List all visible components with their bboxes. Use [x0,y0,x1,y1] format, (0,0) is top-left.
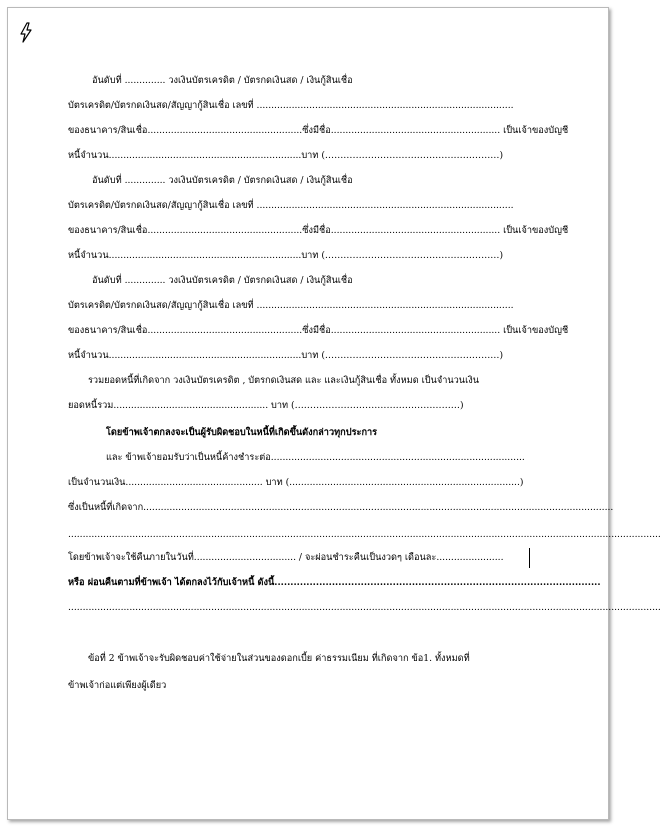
clause-2-continuation: ข้าพเจ้าก่อแต่เพียงผู้เดียว [68,680,167,691]
entry-1-bank-line: ของธนาคาร/สินเชื่อ.....................................................ซึ่งมีชื่อ.......................................................... เป็นเจ้าของบัญชี [68,125,569,136]
pointer-cursor-icon [18,22,34,44]
agreement-line: โดยข้าพเจ้าตกลงจะเป็นผู้รับผิดชอบในหนี้ที่เกิดขึ้นดังกล่าวทุกประการ [106,427,378,438]
debt-amount-line: เป็นจำนวนเงิน............................................... บาท (...............................................................................) [68,477,524,488]
entry-2-contract-line: บัตรเครดิต/บัตรกดเงินสด/สัญญากู้สินเชื่อ เลขที่ ........................................................................................ [68,200,514,211]
text-caret [529,548,530,568]
entry-1-amount-line: หนี้จำนวน..................................................................บาท (…………………………………………………) [68,150,504,161]
entry-3-order-line: อันดับที่ .............. วงเงินบัตรเครดิต / บัตรกดเงินสด / เงินกู้สินเชื่อ [92,275,353,286]
entry-3-amount-line: หนี้จำนวน..................................................................บาท (…………………………………………………) [68,350,504,361]
blank-line-1: ........................................................................................................................................................................................................... [68,529,661,540]
total-amount-line: ยอดหนี้รวม..................................................... บาท (………………………………………………) [68,400,464,411]
entry-2-order-line: อันดับที่ .............. วงเงินบัตรเครดิต / บัตรกดเงินสด / เงินกู้สินเชื่อ [92,175,353,186]
entry-2-amount-line: หนี้จำนวน..................................................................บาท (…………………………………………………) [68,250,504,261]
entry-3-contract-line: บัตรเครดิต/บัตรกดเงินสด/สัญญากู้สินเชื่อ เลขที่ ........................................................................................ [68,300,514,311]
entry-1-contract-line: บัตรเครดิต/บัตรกดเงินสด/สัญญากู้สินเชื่อ เลขที่ ........................................................................................ [68,100,514,111]
total-summary-line: รวมยอดหนี้ที่เกิดจาก วงเงินบัตรเครดิต , บัตรกดเงินสด และ และเงินกู้สินเชื่อ ทั้งหมด เป็นจำนวนเงิน [88,375,479,386]
repayment-line: โดยข้าพเจ้าจะใช้คืนภายในวันที่................................... / จะผ่อนชำระคืนเป็นงวดๆ เดือนละ....................... [68,552,504,563]
debt-origin-line: ซึ่งเป็นหนี้ที่เกิดจาก................................................................................................................................................................. [68,502,614,513]
installment-line: หรือ ผ่อนคืนตามที่ข้าพเจ้า ได้ตกลงไว้กับเจ้าหนี้ ดังนี้...................................................................................................... [68,577,601,588]
entry-3-bank-line: ของธนาคาร/สินเชื่อ.....................................................ซึ่งมีชื่อ.......................................................... เป็นเจ้าของบัญชี [68,325,569,336]
clause-2-line: ข้อที่ 2 ข้าพเจ้าจะรับผิดชอบค่าใช้จ่ายในส่วนของดอกเบี้ย ค่าธรรมเนียม ที่เกิดจาก ข้อ1. ทั้งหมดที่ [88,653,470,664]
admission-line: และ ข้าพเจ้ายอมรับว่าเป็นหนี้ค้างชำระต่อ....................................................................................... [106,452,525,463]
entry-2-bank-line: ของธนาคาร/สินเชื่อ.....................................................ซึ่งมีชื่อ.......................................................... เป็นเจ้าของบัญชี [68,225,569,236]
blank-line-2: ........................................................................................................................................................................................................... [68,602,661,613]
entry-1-order-line: อันดับที่ .............. วงเงินบัตรเครดิต / บัตรกดเงินสด / เงินกู้สินเชื่อ [92,75,353,86]
